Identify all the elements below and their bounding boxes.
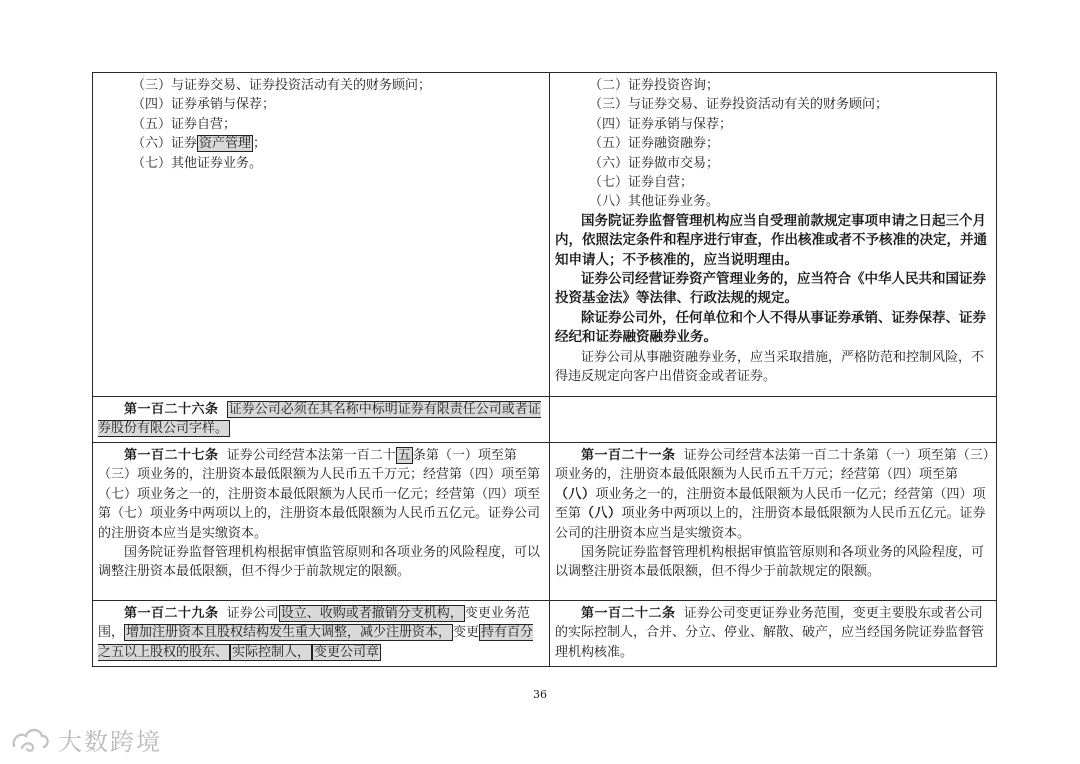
- table-row: [93, 397, 997, 443]
- list-item: （三）与证券交易、证券投资活动有关的财务顾问；: [589, 97, 889, 113]
- cloud-swirl-icon: [10, 724, 50, 756]
- paragraph: 第一百二十二条 证券公司变更证券业务范围，变更主要股东或者公司的实际控制人，合并、分立、停业、解散、破产，应当经国务院证券监督管理机构核准。: [555, 606, 985, 660]
- paragraph: 第一百二十一条 证券公司经营本法第一百二十条第（一）项至第（三）项业务的，注册资本最低限额为人民币五千万元；经营第（四）项至第（八）项业务之一的，注册资本最低限额为人民币一亿元；经营第（四）项至第（八）项业务中两项以上的，注册资本最低限额为人民币五亿元。证券公司的注册资本应当是实缴资本。: [555, 448, 990, 541]
- list-item: （四）证券承销与保荐；: [132, 97, 276, 113]
- emphasis-text: （八）: [555, 486, 596, 502]
- comparison-table: [92, 72, 997, 667]
- left-cell-article-129: [93, 601, 550, 667]
- left-cell-business-list: [93, 73, 550, 397]
- table-row: [93, 443, 997, 601]
- list-item: （六）证券 资产管理 ；: [132, 136, 267, 152]
- article-number: 第一百二十二条: [581, 606, 676, 621]
- highlight-box: 资产管理: [199, 136, 252, 152]
- left-cell-article-126: [93, 397, 550, 443]
- highlight-box: 变更公司章: [314, 644, 380, 660]
- paragraph: 第一百二十九条 证券公司 设立、收购或者撤销分支机构， 变更业务范围， 增加注册资本且股权结构发生重大调整，减少注册资本， 变更 持有百分之五以上股权的股东、 实际控制人， 变更公司章: [98, 606, 534, 660]
- right-cell-article-121: [550, 443, 997, 601]
- list-item: （五）证券融资融券；: [589, 136, 720, 152]
- right-cell-empty: [550, 397, 997, 443]
- list-item: （六）证券做市交易；: [589, 155, 720, 171]
- highlight-box: 持有百分之五以上股权的股东、: [98, 625, 534, 660]
- right-cell-article-122: [550, 601, 997, 667]
- paragraph: 第一百二十七条 证券公司经营本法第一百二十 五 条第（一）项至第（三）项业务的，注册资本最低限额为人民币五千万元；经营第（四）项至第（七）项业务之一的，注册资本最低限额为人民币一亿元；经营第（四）项至第（七）项业务中两项以上的，注册资本最低限额为人民币五亿元。证券公司的注册资本应当是实缴资本。: [98, 448, 541, 541]
- paragraph: 除证券公司外，任何单位和个人不得从事证券承销、证券保荐、证券经纪和证券融资融券业务。: [555, 309, 986, 346]
- list-item: （二）证券投资咨询；: [589, 78, 720, 93]
- emphasis-text: （八）: [581, 506, 622, 522]
- paragraph: 证券公司经营证券资产管理业务的，应当符合《中华人民共和国证券投资基金法》等法律、行政法规的规定。: [555, 271, 986, 307]
- highlight-box: 实际控制人，: [232, 644, 311, 660]
- table-row: [93, 73, 997, 397]
- highlight-box: 五: [397, 448, 411, 463]
- table-row: [93, 601, 997, 667]
- paragraph: 国务院证券监督管理机构根据审慎监管原则和各项业务的风险程度，可以调整注册资本最低限额，但不得少于前款规定的限额。: [555, 545, 985, 580]
- watermark-text: 大数跨境: [58, 728, 162, 756]
- paragraph: 证券公司从事融资融券业务，应当采取措施，严格防范和控制风险，不得违反规定向客户出借资金或者证券。: [555, 349, 985, 385]
- list-item: （八）其他证券业务。: [589, 194, 720, 210]
- article-number: 第一百二十七条: [124, 448, 219, 463]
- highlight-box: 证券公司必须在其名称中标明证券有限责任公司或者证券股份有限公司字样。: [98, 402, 541, 437]
- paragraph: [98, 400, 544, 439]
- left-cell-article-127: [93, 443, 550, 601]
- right-cell-business-list: [550, 73, 997, 397]
- page-number: 36: [533, 688, 547, 701]
- article-number: 第一百二十六条: [124, 402, 219, 417]
- list-item: （四）证券承销与保荐；: [589, 116, 733, 132]
- article-number: 第一百二十一条: [581, 448, 676, 463]
- list-item: （三）与证券交易、证券投资活动有关的财务顾问；: [132, 78, 432, 93]
- paragraph: 国务院证券监督管理机构根据审慎监管原则和各项业务的风险程度，可以调整注册资本最低限额，但不得少于前款规定的限额。: [98, 545, 541, 580]
- list-item: （五）证券自营；: [132, 116, 237, 132]
- list-item: （七）证券自营；: [589, 175, 694, 191]
- highlight-box: 设立、收购或者撤销分支机构，: [280, 606, 463, 621]
- highlight-box: 增加注册资本且股权结构发生重大调整，减少注册资本，: [126, 625, 452, 641]
- watermark: [10, 722, 162, 757]
- paragraph: 国务院证券监督管理机构应当自受理前款规定事项申请之日起三个月内，依照法定条件和程序进行审查，作出核准或者不予核准的决定，并通知申请人；不予核准的，应当说明理由。: [555, 212, 987, 268]
- list-item: （七）其他证券业务。: [132, 155, 263, 171]
- article-number: 第一百二十九条: [124, 606, 219, 621]
